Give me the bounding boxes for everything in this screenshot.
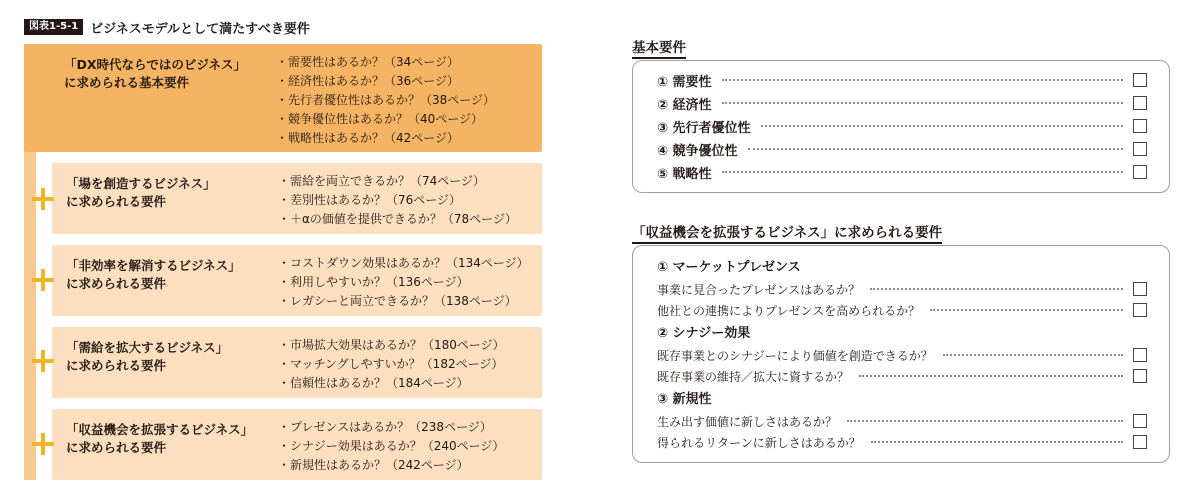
- list-item: ・需要性はあるか？（34ページ）: [276, 55, 460, 69]
- list-item: ・＋αの価値を提供できるか？（78ページ）: [278, 212, 517, 226]
- block-title-line1: 「場を創造するビジネス」: [66, 176, 216, 191]
- list-item: ・利用しやすいか？（136ページ）: [278, 275, 469, 289]
- list-item: ・競争優位性はあるか？（40ページ）: [276, 112, 484, 126]
- figure-title: ビジネスモデルとして満たすべき要件: [90, 21, 310, 37]
- checklist-label: 事業に見合ったプレゼンスはあるか？: [657, 282, 861, 297]
- list-item: ・市場拡大効果はあるか？（180ページ）: [278, 338, 505, 352]
- list-item: ・先行者優位性はあるか？（38ページ）: [276, 93, 496, 107]
- block-title: [66, 339, 228, 375]
- checkbox[interactable]: [1133, 369, 1147, 383]
- expand-revenue-block: [52, 409, 542, 480]
- checkbox[interactable]: [1133, 73, 1147, 87]
- checklist-label: ② 経済性: [657, 97, 712, 113]
- list-item: ・新規性はあるか？（242ページ）: [278, 458, 469, 472]
- dotted-leader: [943, 354, 1123, 356]
- list-item: ・マッチングしやすいか？（182ページ）: [278, 357, 504, 371]
- dotted-leader: [722, 102, 1123, 104]
- block-title-line1: 「収益機会を拡張するビジネス」: [66, 422, 254, 437]
- category-heading: ③ 新規性: [657, 392, 712, 407]
- checkbox[interactable]: [1133, 165, 1147, 179]
- checkbox[interactable]: [1133, 435, 1147, 449]
- checklist-row: [657, 116, 1147, 136]
- create-place-block: [52, 163, 542, 234]
- checkbox[interactable]: [1133, 96, 1147, 110]
- block-title: [66, 175, 216, 211]
- checklist-label: ④ 競争優位性: [657, 143, 738, 159]
- base-requirements-block: [24, 44, 542, 152]
- list-item: ・信頼性はあるか？（184ページ）: [278, 376, 469, 390]
- resolve-inefficiency-block: [52, 245, 542, 316]
- block-title-line2: に求められる要件: [66, 194, 167, 209]
- block-list: [278, 336, 505, 393]
- list-item: ・プレゼンスはあるか？（238ページ）: [278, 420, 492, 434]
- checkbox[interactable]: [1133, 142, 1147, 156]
- checklist-row: [657, 162, 1147, 182]
- block-list: [278, 418, 504, 475]
- checklist-row: [657, 300, 1147, 320]
- checklist-row: [657, 366, 1147, 386]
- dotted-leader: [761, 125, 1123, 127]
- dotted-leader: [930, 309, 1123, 311]
- block-title-line1: 「非効率を解消するビジネス」: [66, 258, 241, 273]
- plus-icon: [32, 269, 54, 291]
- base-block-title-line2: に求められる基本要件: [64, 75, 190, 90]
- dotted-leader: [870, 288, 1123, 290]
- plus-icon: [32, 188, 54, 210]
- block-title: [66, 421, 253, 457]
- base-block-list: [276, 53, 495, 148]
- block-list: [278, 254, 529, 311]
- list-item: ・需給を両立できるか？（74ページ）: [278, 174, 486, 188]
- list-item: ・シナジー効果はあるか？（240ページ）: [278, 439, 505, 453]
- dotted-leader: [748, 148, 1123, 150]
- checkbox[interactable]: [1133, 414, 1147, 428]
- checklist-row: [657, 411, 1147, 431]
- block-title-line2: に求められる要件: [66, 440, 167, 455]
- category-heading: ① マーケットプレゼンス: [657, 260, 801, 275]
- checklist-label: ③ 先行者優位性: [657, 120, 751, 136]
- checkbox[interactable]: [1133, 348, 1147, 362]
- checkbox[interactable]: [1133, 119, 1147, 133]
- checklist1-box: [632, 60, 1170, 193]
- block-list: [278, 172, 517, 229]
- checklist1-title: 基本要件: [632, 36, 686, 56]
- checklist-label: 既存事業の維持／拡大に資するか？: [657, 369, 850, 384]
- plus-icon: [32, 433, 54, 455]
- checklist-label: ① 需要性: [657, 74, 712, 90]
- checklist-label: 既存事業とのシナジーにより価値を創造できるか？: [657, 348, 933, 363]
- checklist-label: ⑤ 戦略性: [657, 166, 712, 182]
- checkbox[interactable]: [1133, 282, 1147, 296]
- dotted-leader: [722, 171, 1123, 173]
- checklist-row: [657, 432, 1147, 452]
- checklist-label: 得られるリターンに新しさはあるか？: [657, 435, 861, 450]
- base-block-title: [64, 56, 246, 92]
- dotted-leader: [859, 375, 1123, 377]
- checklist-label: 他社との連携によりプレゼンスを高められるか？: [657, 303, 921, 318]
- figure-header: [24, 18, 310, 36]
- checklist-row: [657, 70, 1147, 90]
- list-item: ・レガシーと両立できるか？（138ページ）: [278, 294, 517, 308]
- block-title-line2: に求められる要件: [66, 276, 167, 291]
- checklist-row: [657, 279, 1147, 299]
- block-title: [66, 257, 241, 293]
- block-title-line1: 「需給を拡大するビジネス」: [66, 340, 229, 355]
- category-heading: ② シナジー効果: [657, 326, 751, 341]
- checklist-label: 生み出す価値に新しさはあるか？: [657, 414, 838, 429]
- list-item: ・戦略性はあるか？（42ページ）: [276, 131, 460, 145]
- list-item: ・経済性はあるか？（36ページ）: [276, 74, 460, 88]
- checkbox[interactable]: [1133, 303, 1147, 317]
- plus-icon: [32, 350, 54, 372]
- checklist-row: [657, 345, 1147, 365]
- checklist2-title: 「収益機会を拡張するビジネス」に求められる要件: [632, 221, 942, 241]
- checklist-row: [657, 139, 1147, 159]
- figure-badge: 図表1-5-1: [24, 19, 83, 35]
- dotted-leader: [722, 79, 1123, 81]
- list-item: ・コストダウン効果はあるか？（134ページ）: [278, 256, 529, 270]
- block-title-line2: に求められる要件: [66, 358, 167, 373]
- base-block-title-line1: 「DX時代ならではのビジネス」: [64, 57, 247, 72]
- expand-supply-demand-block: [52, 327, 542, 398]
- checklist-row: [657, 93, 1147, 113]
- dotted-leader: [847, 420, 1123, 422]
- dotted-leader: [871, 441, 1123, 443]
- checklist2-box: [632, 245, 1170, 463]
- list-item: ・差別性はあるか？（76ページ）: [278, 193, 462, 207]
